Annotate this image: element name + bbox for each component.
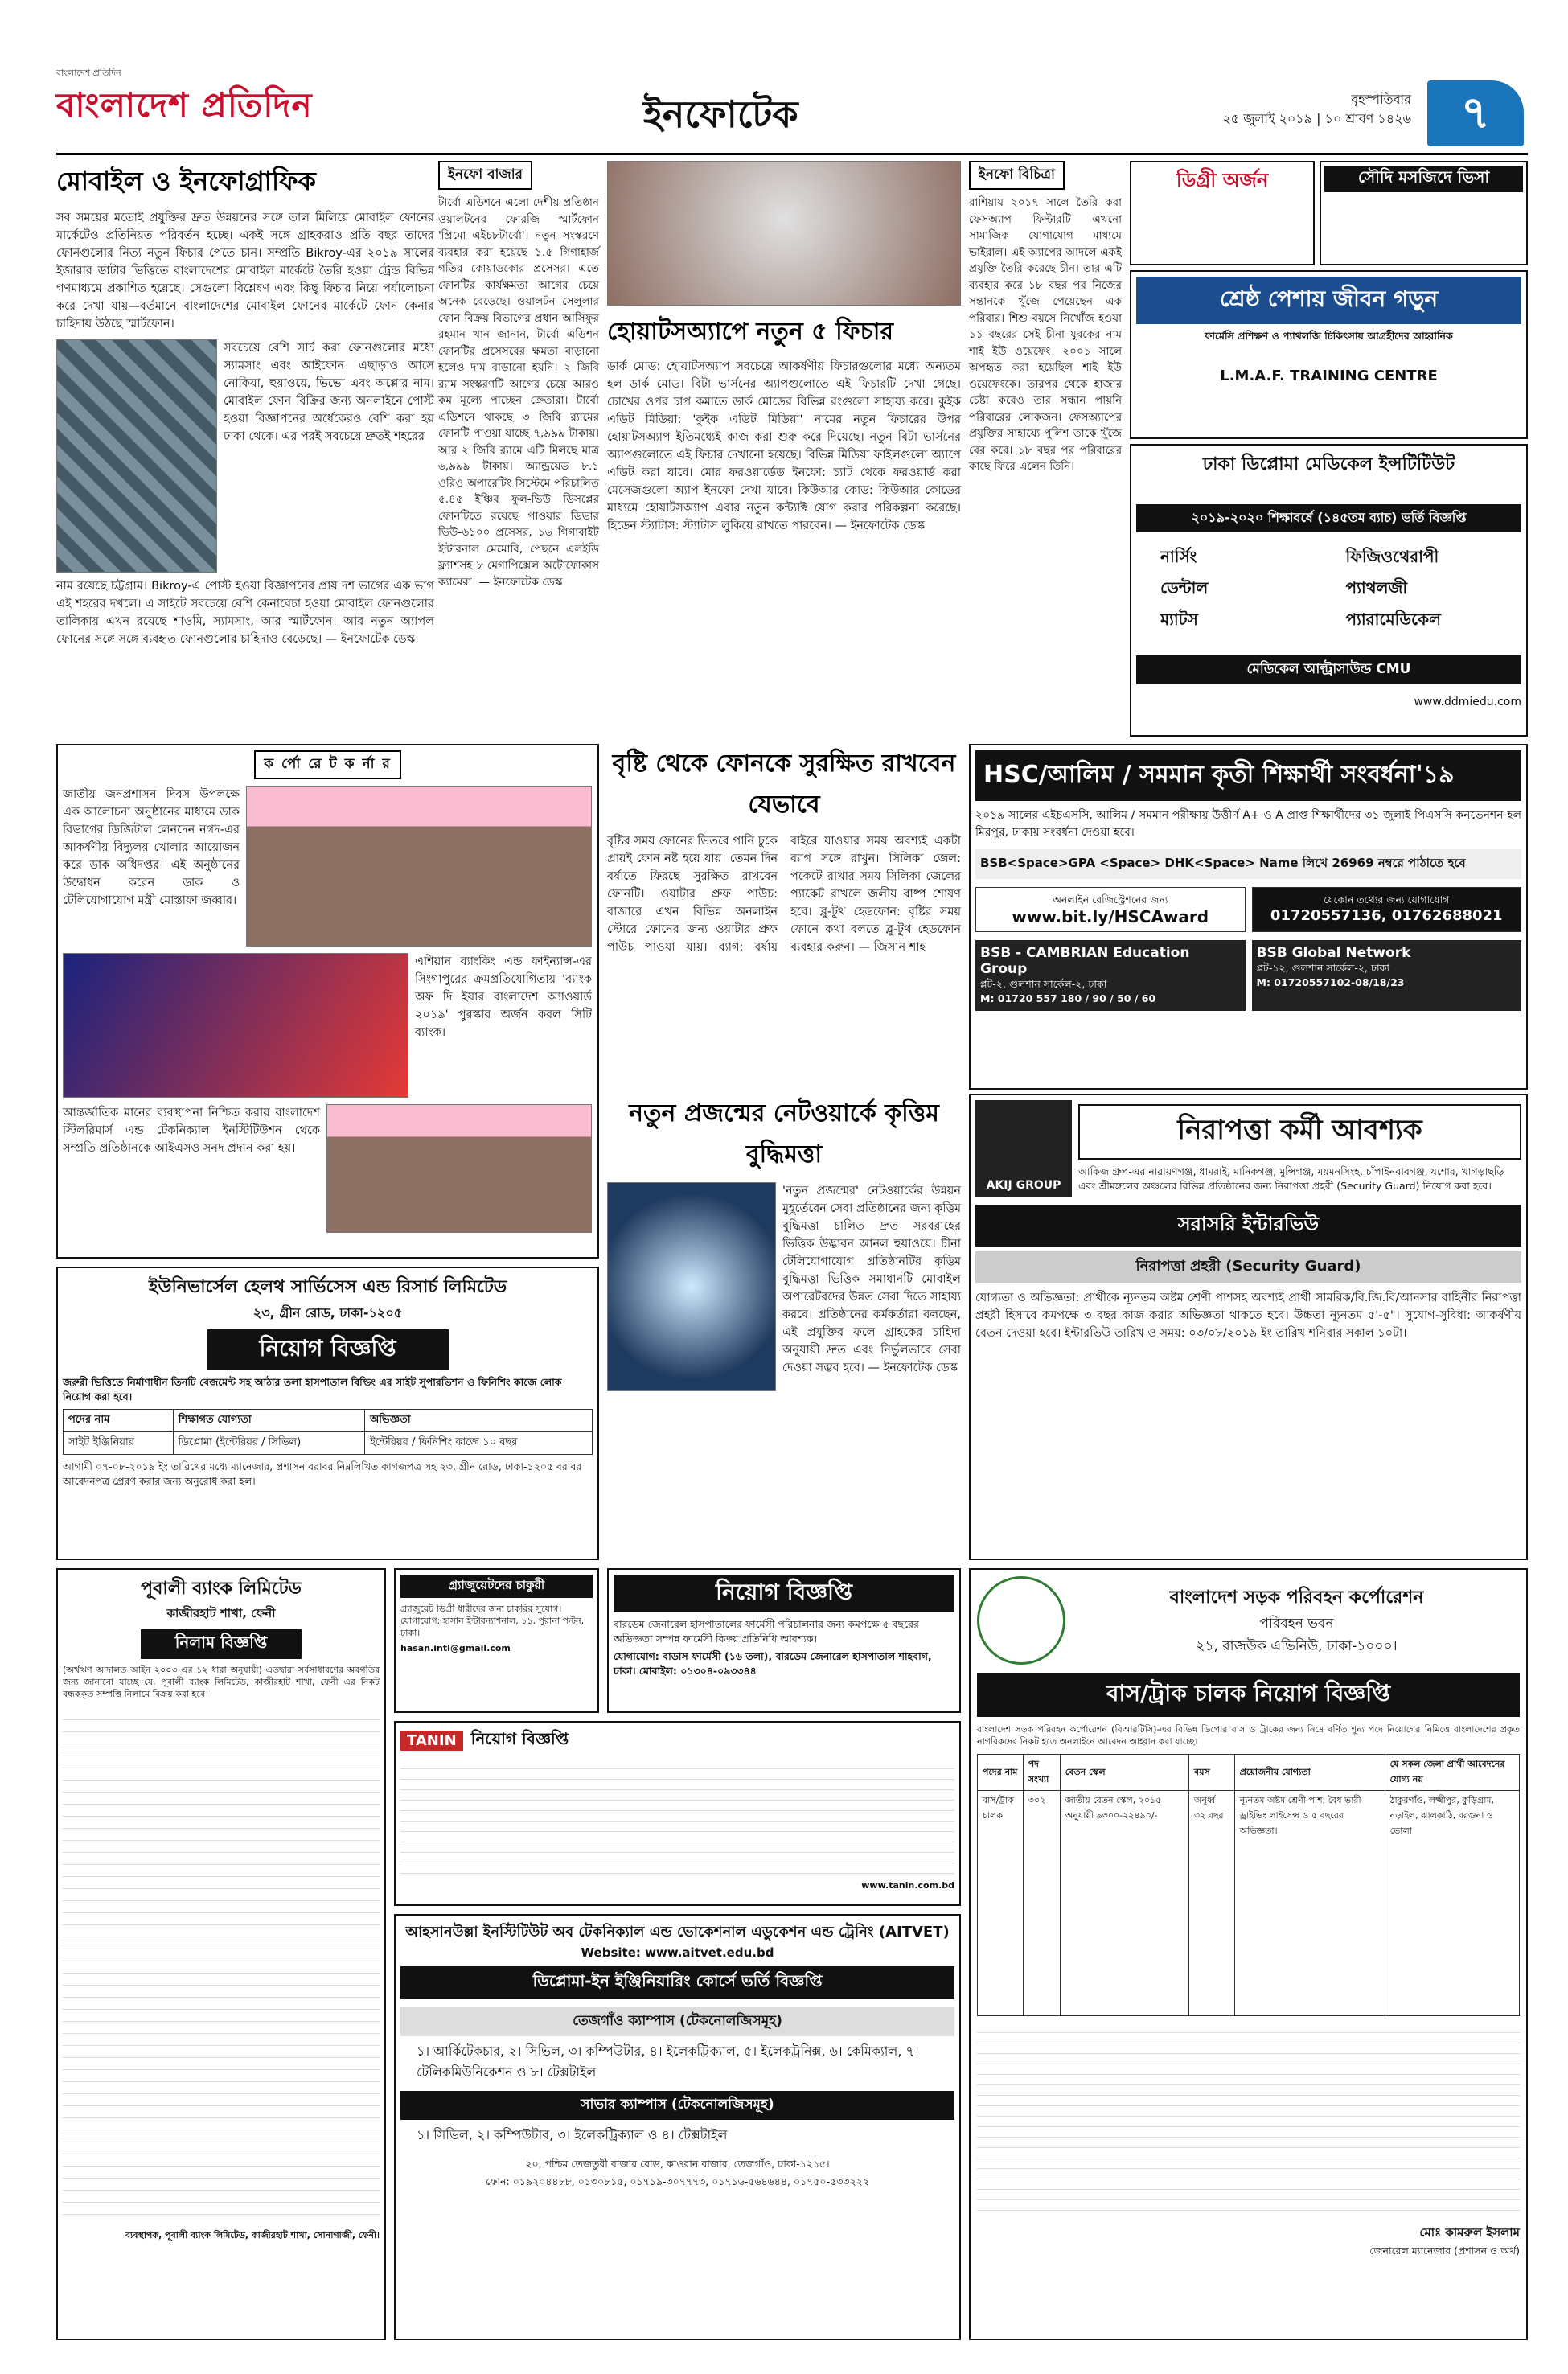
notice-title: নিলাম বিজ্ঞপ্তি <box>141 1629 302 1659</box>
dateline <box>1218 90 1411 129</box>
table-cell: সাইট ইঞ্জিনিয়ার <box>64 1432 174 1455</box>
tanin-logo: TANIN <box>400 1731 463 1751</box>
logo-tagline: বাংলাদেশ প্রতিদিন <box>56 68 121 78</box>
campus-1-tech: ১। আর্কিটেকচার, ২। সিভিল, ৩। কম্পিউটার, ৪। ইলেকট্রিক্যাল, ৫। ইলেকট্রনিক্স, ৬। কেমিক্যাল, ৭। টেলিকমিউনিকেশন ও ৮। টেক্সটাইল <box>417 2043 919 2080</box>
article-info-bichitra <box>969 161 1122 740</box>
course-item: ডেন্টাল <box>1160 578 1209 598</box>
online-registration[interactable] <box>975 887 1246 932</box>
ad-dhaka-diploma[interactable] <box>1130 444 1528 737</box>
tanin-fine-print <box>400 1759 954 1879</box>
article-side-text: সবচেয়ে বেশি সার্চ করা ফোনগুলোর মধ্যে স্যামসাং এবং আইফোন। এছাড়াও আসে নোকিয়া, হুয়াওয়ে, ভিভো এবং অপ্পোর নাম। মোবাইল ফোন বিক্রির জন্য অনলাইনে পোস্ট হওয়া বিজ্ঞাপনের অর্ধেকেরও বেশি করা হয় ঢাকা থেকে। এর পরই সবচেয়ে দ্রুতই শহরের <box>224 342 434 443</box>
article-title[interactable]: মোবাইল ও ইনফোগ্রাফিক <box>56 166 316 196</box>
job-table <box>63 1409 593 1455</box>
right-ads <box>1130 161 1528 740</box>
ad-akij-security[interactable] <box>969 1094 1528 1560</box>
table-cell: ৩০২ <box>1023 1791 1060 2016</box>
ad-saudi[interactable] <box>1320 161 1528 265</box>
training-centre: L.M.A.F. TRAINING CENTRE <box>1220 368 1438 384</box>
course-item: প্যারামেডিকেল <box>1345 610 1441 629</box>
org-mobile: M: 01720557102-08/18/23 <box>1256 976 1405 988</box>
table-header: পদের নাম <box>64 1410 174 1432</box>
ad-intro: বাংলাদেশ সড়ক পরিবহন কর্পোরেশন (বিআরটিসি)-এর বিভিন্ন ডিপোর বাস ও ট্রাকের জন্য নিম্নে বর্ণিত শূন্য পদে নিয়োগের নিমিত্তে বাংলাদেশের প্রকৃত নাগরিকদের নিকট হতে অনলাইনে আবেদন আহ্বান করা যাচ্ছে। <box>977 1724 1520 1747</box>
ad-bardem-pharmacy[interactable] <box>607 1568 961 1713</box>
ad-title: পূবালী ব্যাংক লিমিটেড <box>141 1579 302 1599</box>
admission-banner: ডিপ্লোমা-ইন ইঞ্জিনিয়ারিং কোর্সে ভর্তি বিজ্ঞপ্তি <box>400 1966 954 1999</box>
ad-title: নিরাপত্তা কর্মী আবশ্যক <box>1078 1104 1521 1160</box>
article-ai-network <box>607 1094 961 1560</box>
article-mobile-infographic <box>56 161 434 740</box>
ad-body: ২০১৯ সালের এইচএসসি, আলিম / সমমান পরীক্ষায় উত্তীর্ণ A+ ও A প্রাপ্ত শিক্ষার্থীদের ৩১ জুলাই পিএসসি কনভেনশন হল মিরপুর, ঢাকায় সংবর্ধনা দেওয়া হবে। <box>975 809 1521 839</box>
ad-branch: কাজীরহাট শাখা, ফেনী <box>166 1606 276 1620</box>
ad-title: HSC/আলিম / সমমান কৃতী শিক্ষার্থী সংবর্ধনা'১৯ <box>975 750 1521 801</box>
section-title: ইনফোটেক <box>643 92 798 136</box>
table-cell: বাস/ট্রাক চালক <box>978 1791 1024 2016</box>
phones-image <box>56 339 217 573</box>
event-photo-1 <box>246 786 592 947</box>
ad-address: ২১, রাজউক এভিনিউ, ঢাকা-১০০০। <box>1196 1637 1398 1654</box>
article-body: ডার্ক মোড: হোয়াটসঅ্যাপ সবচেয়ে আকর্ষণীয় ফিচারগুলোর মধ্যে অন্যতম হল ডার্ক মোড। বিটা ভার্সনের অ্যাপগুলোতে এই ফিচারটি দেখা গেছে। চোখের ওপর চাপ কমাতে ডার্ক মোডের বিভিন্ন রংগুলো সাহায্য করে। কুইক এডিট মিডিয়া: 'কুইক এডিট মিডিয়া' নামের নতুন ফিচারের উপর হোয়াটসঅ্যাপ ইতিমধ্যেই কাজ করা শুরু করে দিয়েছে। নতুন বিটা ভার্সনের অ্যাপগুলোতে এই ফিচার দেখানো হয়েছে। বিভিন্ন মিডিয়া ফাইলগুলো অ্যাপে এডিট করা যাবে। মোর ফরওয়ার্ডেড ইনফো: চ্যাট থেকে ফরওয়ার্ড করা মেসেজগুলো অ্যাপ ইনফো দেখা যাবে। কিউআর কোড: কিউআর কোডের মাধ্যমে হোয়াটসঅ্যাপ এবার নতুন কন্ট্যাক্ট যোগ করার পরিকল্পনা করেছে। হিডেন স্ট্যাটাস: স্ট্যাটাস লুকিয়ে রাখতে পারবেন। — ইনফোটেক ডেস্ক <box>607 360 961 532</box>
ad-brtc[interactable] <box>969 1568 1528 2340</box>
ad-intro: জরুরী ভিত্তিতে নির্মাণাধীন তিনটি বেজমেন্ট সহ আঠার তলা হাসপাতাল বিল্ডিং এর সাইট সুপারভিশন ও ফিনিশিং কাজে লোক নিয়োগ করা হবে। <box>63 1376 562 1403</box>
ad-subtitle: ফার্মেসি প্রশিক্ষণ ও প্যাথলজি চিকিৎসায় আগ্রহীদের আহ্বানিক <box>1205 330 1453 342</box>
ad-phones: ফোন: ০১৯২০৪৪৮৮, ০১৩০৮১৫, ০১৭১৯-৩০৭৭৭৩, ০১৭১৬-৫৬৪৬৪৪, ০১৭৫০-৫৩৩২২২ <box>486 2175 869 2187</box>
org-address: প্লট-১২, গুলশান সার্কেল-২, ঢাকা <box>1256 962 1390 974</box>
post-name: নিরাপত্তা প্রহরী (Security Guard) <box>975 1251 1521 1283</box>
table-cell: ইন্টেরিয়র / ফিনিশিং কাজে ১০ বছর <box>364 1432 592 1455</box>
contact-box <box>1252 887 1522 932</box>
akij-logo: AKIJ GROUP <box>975 1100 1072 1197</box>
ad-email[interactable]: hasan.intl@gmail.com <box>400 1643 511 1653</box>
table-header: প্রয়োজনীয় যোগ্যতা <box>1234 1755 1385 1791</box>
brtc-logo <box>977 1576 1065 1665</box>
article-info-bazar <box>438 161 599 740</box>
ad-hsc-award[interactable] <box>969 744 1528 1090</box>
article-label: ইনফো বিচিত্রা <box>969 161 1065 190</box>
table-cell: ডিপ্লোমা (ইন্টেরিয়র / সিভিল) <box>173 1432 364 1455</box>
brain-image <box>607 1182 776 1391</box>
ad-title: নিয়োগ বিজ্ঞপ্তি <box>614 1575 954 1612</box>
ad-title: গ্র্যাজুয়েটদের চাকুরী <box>400 1575 593 1598</box>
article-body-2: নাম রয়েছে চট্টগ্রাম। Bikroy-এ পোস্ট হওয়া বিজ্ঞাপনের প্রায় দশ ভাগের এক ভাগ এই শহরের দখলে। এ সাইটে সবচেয়ে বেশি কেনাবেচা হওয়া মোবাইল ফোনগুলোর তালিকায় এখন রয়েছে শাওমি, স্যামসাং, আর স্মার্টফোন। আর নতুন অ্যাপল ফোনের সঙ্গে সঙ্গে ব্যবহৃত ফোনগুলোর চাহিদাও বেড়েছে। — ইনফোটেক ডেস্ক <box>56 580 434 646</box>
ad-body: বারডেম জেনারেল হাসপাতালের ফার্মেসী পরিচালনার জন্য কমপক্ষে ৫ বছরের অভিজ্ঞতা সম্পন্ন ফার্মেসী বিক্রয় প্রতিনিধি আবশ্যক। <box>614 1618 919 1645</box>
reg-url[interactable]: www.bit.ly/HSCAward <box>1012 907 1209 926</box>
ad-website[interactable]: Website: www.aitvet.edu.bd <box>581 1945 774 1960</box>
course-item: ফিজিওথেরাপী <box>1345 547 1439 566</box>
campus-1: তেজগাঁও ক্যাম্পাস (টেকনোলজিসমূহ) <box>400 2007 954 2036</box>
notice-title: বাস/ট্রাক চালক নিয়োগ বিজ্ঞপ্তি <box>977 1673 1520 1717</box>
ad-website[interactable]: www.ddmiedu.com <box>1414 696 1521 709</box>
org-name: BSB Global Network <box>1256 945 1411 961</box>
ad-footer: ব্যবস্থাপক, পূবালী ব্যাংক লিমিটেড, কাজীরহাট শাখা, সোনাগাজী, ফেনী। <box>125 2230 380 2241</box>
table-header-row <box>978 1755 1520 1791</box>
table-header: অভিজ্ঞতা <box>364 1410 592 1432</box>
ad-pubali-bank[interactable] <box>56 1568 386 2340</box>
campus-2-tech: ১। সিভিল, ২। কম্পিউটার, ৩। ইলেকট্রিক্যাল ও ৪। টেক্সটাইল <box>417 2127 728 2142</box>
table-cell: জাতীয় বেতন স্কেল, ২০১৫ অনুযায়ী ৯৩০০-২২৪৯০/- <box>1060 1791 1188 2016</box>
ad-title: ঢাকা ডিপ্লোমা মেডিকেল ইন্সটিটিউট <box>1202 454 1455 474</box>
signer-title: জেনারেল ম্যানেজার (প্রশাসন ও অর্থ) <box>1369 2245 1520 2257</box>
day: বৃহস্পতিবার <box>1351 92 1411 107</box>
auction-fine-print <box>63 1708 380 2223</box>
ad-title: নিয়োগ বিজ্ঞপ্তি <box>470 1729 569 1748</box>
ad-title: ডিগ্রী অর্জন <box>1176 169 1269 191</box>
ad-body: যোগ্যতা ও অভিজ্ঞতা: প্রার্থীকে ন্যূনতম অষ্টম শ্রেণী পাশসহ অবশ্যই প্রার্থী সামরিক/বি.জি.বি/আনসার বাহিনীর নিরাপত্তা প্রহরী হিসাবে কমপক্ষে ৩ বছর কাজ করার অভিজ্ঞতা থাকতে হবে। উচ্চতা ন্যূনতম ৫'-৫"। সুযোগ-সুবিধা: আকর্ষণীয় বেতন দেওয়া হবে। ইন্টারভিউ তারিখ ও সময়: ০৩/০৮/২০১৯ ইং তারিখ শনিবার সকাল ১০টা। <box>975 1292 1521 1340</box>
table-header-row <box>64 1410 593 1432</box>
contact-phones: 01720557136, 01762688021 <box>1270 907 1503 924</box>
ad-tanin[interactable] <box>394 1721 961 1906</box>
table-header: শিক্ষাগত যোগ্যতা <box>173 1410 364 1432</box>
reg-label: অনলাইন রেজিস্ট্রেশনের জন্য <box>1053 893 1168 906</box>
ad-contact: যোগাযোগ: বাডাস ফার্মেসী (১৬ তলা), বারডেম জেনারেল হাসপাতাল শাহবাগ, ঢাকা। মোবাইল: ০১৩০৪-০৯৩৩৪৪ <box>614 1650 932 1677</box>
table-header: পদের নাম <box>978 1755 1024 1791</box>
article-body: 'নতুন প্রজন্মের' নেটওয়ার্কের উন্নয়ন মুহূর্তেরেন সেবা প্রতিষ্ঠানের জন্য কৃত্তিম বুদ্ধিমত্তা চালিত দ্রুত সরবরাহের ভিত্তিক উদ্ভাবন আনল হুয়াওয়ে। চীনা টেলিযোগাযোগ প্রতিষ্ঠানটির কৃত্তিম বুদ্ধিমত্তা ভিত্তিক সমাধানটি মোবাইল অপারেটরদের উন্নত সেবা দিতে সাহায্য করবে। প্রতিষ্ঠানের কর্মকর্তারা বলছেন, এই প্রযুক্তির ফলে গ্রাহকের চাহিদা অনুযায়ী দ্রুত এবং নির্ভুলভাবে সেবা দেওয়া সম্ভব হবে। — ইনফোটেক ডেস্ক <box>782 1185 961 1374</box>
ad-subtitle: আকিজ গ্রুপ-এর নারায়ণগঞ্জ, ধামরাই, মানিকগঞ্জ, মুন্সিগঞ্জ, ময়মনসিংহ, চাঁপাইনবাবগঞ্জ, যশোর, খাগড়াছড়ি এবং শ্রীমঙ্গলের অঞ্চলের বিভিন্ন প্রতিষ্ঠানের জন্য নিরাপত্তা প্রহরী (Security Guard) নিয়োগ করা হবে। <box>1078 1164 1504 1192</box>
ad-address: ২৩, গ্রীন রোড, ঢাকা-১২০৫ <box>252 1305 403 1320</box>
corporate-corner <box>56 744 599 1259</box>
contact-label: যেকোন তথ্যের জন্য যোগাযোগ <box>1324 893 1450 906</box>
page-number: ৭ <box>1427 80 1524 146</box>
corporate-story-3: আন্তর্জাতিক মানের ব্যবস্থাপনা নিশ্চিত করায় বাংলাদেশ স্টিলরিমার্স এন্ড টেকনিক্যাল ইনস্টিটিউশন থেকে সম্প্রতি প্রতিষ্ঠানকে আইএসও সনদ প্রদান করা হয়। <box>63 1107 320 1155</box>
ad-career[interactable] <box>1130 270 1528 439</box>
article-label: ইনফো বাজার <box>438 161 532 190</box>
article-body: টার্বো এডিশনে এলো দেশীয় প্রতিষ্ঠান ওয়ালটনের ফোরজি স্মার্টফোন 'প্রিমো এইচ৮টার্বো'। নতুন সংস্করণে ব্যবহার করা হয়েছে ১.৫ গিগাহার্জ গতির কোয়াডকোর প্রসেসর। এতে ফোনটির কার্যক্ষমতা আগের চেয়ে অনেক বেড়েছে। ওয়ালটন সেলুলার ফোন বিক্রয় বিভাগের প্রধান আসিফুর রহমান খান জানান, টার্বো এডিশন ফোনটির প্রসেসরের ক্ষমতা বাড়ানো হলেও দাম বাড়ানো হয়নি। ২ জিবি র‌্যাম সংস্করণটি আগের চেয়ে আরও কম মূল্যে পাচ্ছেন ক্রেতারা। টার্বো এডিশনে থাকছে ৩ জিবি র‌্যামের ফোনটি পাওয়া যাচ্ছে ৭,৯৯৯ টাকায়। আর ২ জিবি র‌্যামে এটি মিলছে মাত্র ৬,৯৯৯ টাকায়। অ্যান্ড্রয়েড ৮.১ ওরিও অপারেটিং সিস্টেমে পরিচালিত ৫.৪৫ ইঞ্চির ফুল-ভিউ ডিসপ্লের ফোনটিতে রয়েছে পাওয়ার ডিভার ভিউ-৬১০০ প্রসেসর, ১৬ গিগাবাইট ইন্টারনাল মেমোরি, পেছনে এলইডি ফ্ল্যাশসহ ৮ মেগাপিক্সেল অটোফোকাস ক্যামেরা। — ইনফোটেক ডেস্ক <box>438 196 599 589</box>
organizer-1 <box>975 940 1246 1011</box>
article-title[interactable]: বৃষ্টি থেকে ফোনকে সুরক্ষিত রাখবেন যেভাবে <box>612 750 956 819</box>
ad-building: পরিবহন ভবন <box>1259 1615 1334 1632</box>
table-header: পদ সংখ্যা <box>1023 1755 1060 1791</box>
ad-aitvet[interactable] <box>394 1914 961 2340</box>
article-whatsapp <box>607 161 961 740</box>
notice-title: নিয়োগ বিজ্ঞপ্তি <box>207 1329 449 1370</box>
corner-label: ক র্পো রে ট ক র্না র <box>254 750 401 779</box>
ad-title: সৌদি মসজিদে ভিসা <box>1324 166 1523 192</box>
table-cell: অনূর্ধ্ব ৩২ বছর <box>1188 1791 1234 2016</box>
ad-website[interactable]: www.tanin.com.bd <box>861 1880 954 1891</box>
course-item: প্যাথলজী <box>1345 578 1408 598</box>
event-photo-3 <box>326 1104 592 1233</box>
signer-name: মোঃ কামরুল ইসলাম <box>1419 2225 1520 2240</box>
sms-instructions: BSB<Space>GPA <Space> DHK<Space> Name লিখে 26969 নম্বরে পাঠাতে হবে <box>975 849 1521 879</box>
corporate-story-1: জাতীয় জনপ্রশাসন দিবস উপলক্ষে এক আলোচনা অনুষ্ঠানের মাধ্যমে ডাক বিভাগের ডিজিটাল লেনদেন নগদ-এর আকর্ষণীয় বিদ্যুলয় খোলার আয়োজন করে ডাক অধিদপ্তর। এই অনুষ্ঠানের উদ্বোধন করেন ডাক ও টেলিযোগাযোগ মন্ত্রী মোস্তাফা জব্বার। <box>63 788 240 907</box>
table-header: যে সকল জেলা প্রার্থী আবেদনের যোগ্য নয় <box>1385 1755 1519 1791</box>
ad-title: আহসানউল্লা ইনস্টিটিউট অব টেকনিক্যাল এন্ড ভোকেশনাল এডুকেশন এন্ড ট্রেনিং (AITVET) <box>405 1924 950 1941</box>
ad-address: ২০, পশ্চিম তেজতুরী বাজার রোড, কাওরান বাজার, তেজগাঁও, ঢাকা-১২১৫। <box>525 2158 830 2170</box>
ad-universal-health[interactable] <box>56 1267 599 1560</box>
table-header: বেতন স্কেল <box>1060 1755 1188 1791</box>
org-address: প্লট-২, গুলশান সার্কেল-২, ঢাকা <box>980 978 1107 990</box>
course-item: নার্সিং <box>1160 547 1197 566</box>
campus-2: সাভার ক্যাম্পাস (টেকনোলজিসমূহ) <box>400 2091 954 2120</box>
article-title[interactable]: নতুন প্রজন্মের নেটওয়ার্কে কৃত্তিম বুদ্ধিমত্তা <box>629 1099 939 1169</box>
ad-degree[interactable] <box>1130 161 1315 265</box>
date: ২৫ জুলাই ২০১৯ | ১০ শ্রাবণ ১৪২৬ <box>1222 111 1411 126</box>
ad-title: ইউনিভার্সেল হেলথ সার্ভিসেস এন্ড রিসার্চ লিমিটেড <box>148 1277 507 1297</box>
brtc-fine-print <box>977 2023 1520 2216</box>
table-row <box>64 1432 593 1455</box>
org-mobile: M: 01720 557 180 / 90 / 50 / 60 <box>980 992 1156 1004</box>
ad-body: (অর্থঋণ আদালত আইন ২০০৩ এর ১২ ধারা অনুযায়ী) এতদ্বারা সর্বসাধারণের অবগতির জন্য জানানো যাচ্ছে যে, পূবালী ব্যাংক লিমিটেড, কাজীরহাট শাখা, ফেনী এর নিকট বন্ধককৃত সম্পত্তি নিলামে বিক্রয় করা হবে। <box>63 1665 380 1699</box>
article-body: সব সময়ের মতোই প্রযুক্তির দ্রুত উন্নয়নের সঙ্গে তাল মিলিয়ে মোবাইল ফোনের মার্কেটেও প্রতিনিয়ত পরিবর্তন হচ্ছে। একই সঙ্গে গ্রাহকরাও প্রতি বছর তাদের ফোনগুলোর নিত্য নতুন ফিচার পেতে চান। সম্প্রতি Bikroy-এর ২০১৯ সালের ইজারার ডাটার ভিত্তিতে বাংলাদেশের মোবাইল মার্কেটে তৈরি হওয়া ট্রেন্ড বিভিন্ন গণমাধ্যমে প্রকাশিত হয়েছে। সেগুলো বিশ্লেষণ এবং কিছু ফিচার নিয়ে পর্যালোচনা করে দেখা যায়—বর্তমানে বাংলাদেশের মোবাইল ফোনের মার্কেটে ফোন কেনার চাহিদায় উঠছে স্মার্টফোন। <box>56 212 434 331</box>
masthead-rule <box>56 153 1528 155</box>
ad-body: গ্র্যাজুয়েট ডিগ্রী ধারীদের জন্য চাকরির সুযোগ। যোগাযোগ: হাসান ইন্টারন্যাশনাল, ১১, পুরানা পল্টন, ঢাকা। <box>400 1604 585 1638</box>
article-rain-phone <box>607 744 961 1090</box>
ad-title: শ্রেষ্ঠ পেশায় জীবন গড়ুন <box>1136 277 1521 324</box>
article-body: রাশিয়ায় ২০১৭ সালে তৈরি করা ফেসঅ্যাপ ফিল্টারটি এখনো সামাজিক যোগাযোগ মাধ্যমে ভাইরাল। এই অ্যাপের আদলে একই প্রযুক্তি তৈরি করেছে চীন। তার এটি ব্যবহার করে ১৮ বছর পর নিজের সন্তানকে খুঁজে পেয়েছেন এক পরিবার। শিশু বয়সে নিখোঁজ হওয়া ১১ বছরের সেই চীনা যুবকের নাম শাই ইউ ওয়েফেং। ২০০১ সালে অপহৃত করা হয়েছিল শাই ইউ ওয়েফেংকে। তারপর থেকে হাজার চেষ্টা করেও তার সন্ধান পায়নি পরিবারের লোকজন। ফেসঅ্যাপের প্রযুক্তির সাহায্যে পুলিশ তাকে খুঁজে বের করে। ১৮ বছর পর পরিবারের কাছে ফিরে এলেন তিনি। <box>969 196 1122 473</box>
table-cell: ন্যূনতম অষ্টম শ্রেণী পাশ; বৈধ ভারী ড্রাইভিং লাইসেন্স ও ৫ বছরের অভিজ্ঞতা। <box>1234 1791 1385 2016</box>
session-banner: ২০১৯-২০২০ শিক্ষাবর্ষে (১৪৫তম ব্যাচ) ভর্তি বিজ্ঞপ্তি <box>1136 504 1521 532</box>
table-row <box>978 1791 1520 2016</box>
phone-in-hand-image <box>607 161 961 306</box>
event-photo-2 <box>63 953 408 1098</box>
organizer-2 <box>1252 940 1522 1011</box>
org-name: BSB - CAMBRIAN Education Group <box>980 945 1190 977</box>
ad-title: বাংলাদেশ সড়ক পরিবহন কর্পোরেশন <box>1169 1587 1424 1608</box>
article-body: বৃষ্টির সময় ফোনের ভিতরে পানি ঢুকে প্রায়ই ফোন নষ্ট হয়ে যায়। তেমন দিন বর্ষাতে ফিরছে সুরক্ষিত রাখবেন ফোনটি। ওয়াটার প্রুফ পাউচ: বাজারে এখন বিভিন্ন অনলাইন স্টোরে ফোনের জন্য ওয়াটার প্রুফ পাউচ পাওয়া যায়। ব্যাগ: বর্ষায় বাইরে যাওয়ার সময় অবশ্যই একটা ব্যাগ সঙ্গে রাখুন। সিলিকা জেল: পকেটে রাখার সময় সিলিকা জেলের প্যাকেট রাখলে জলীয় বাষ্প শোষণ হবে। ব্লু-টুথ হেডফোন: বৃষ্টির সময় ফোনে কথা বলতে ব্লু-টুথ হেডফোন ব্যবহার করুন। — জিসান শাহ <box>607 835 961 954</box>
job-table <box>977 1754 1520 2016</box>
article-title[interactable]: হোয়াটসঅ্যাপে নতুন ৫ ফিচার <box>607 318 893 346</box>
masthead <box>0 0 1568 139</box>
signature-block <box>977 2224 1520 2258</box>
corporate-story-2: এশিয়ান ব্যাংকিং এন্ড ফাইন্যান্স-এর সিংগাপুরের ক্রমপ্রতিযোগিতায় 'ব্যাংক অফ দি ইয়ার বাংলাদেশ অ্যাওয়ার্ড ২০১৯' পুরস্কার অর্জন করল সিটি ব্যাংক। <box>415 955 592 1039</box>
interview-banner: সরাসরি ইন্টারভিউ <box>975 1205 1521 1247</box>
table-cell: ঠাকুরগাঁও, লক্ষ্মীপুর, কুড়িগ্রাম, নড়াইল, ঝালকাঠি, বরগুনা ও ভোলা <box>1385 1791 1519 2016</box>
course-item: ম্যাটস <box>1160 610 1198 629</box>
cmu-banner: মেডিকেল আল্ট্রাসাউন্ড CMU <box>1136 655 1521 684</box>
ad-footer: আগামী ০৭-০৮-২০১৯ ইং তারিখের মধ্যে ম্যানেজার, প্রশাসন বরাবর নিম্নলিখিত কাগজপত্র সহ ২৩, গ্রীন রোড, ঢাকা-১২০৫ বরাবর আবেদনপত্র প্রেরণ করার জন্য অনুরোধ করা হল। <box>63 1460 582 1487</box>
newspaper-logo[interactable]: বাংলাদেশ প্রতিদিন <box>56 85 313 125</box>
course-list <box>1136 545 1521 635</box>
ad-graduate-job[interactable] <box>394 1568 599 1713</box>
table-header: বয়স <box>1188 1755 1234 1791</box>
